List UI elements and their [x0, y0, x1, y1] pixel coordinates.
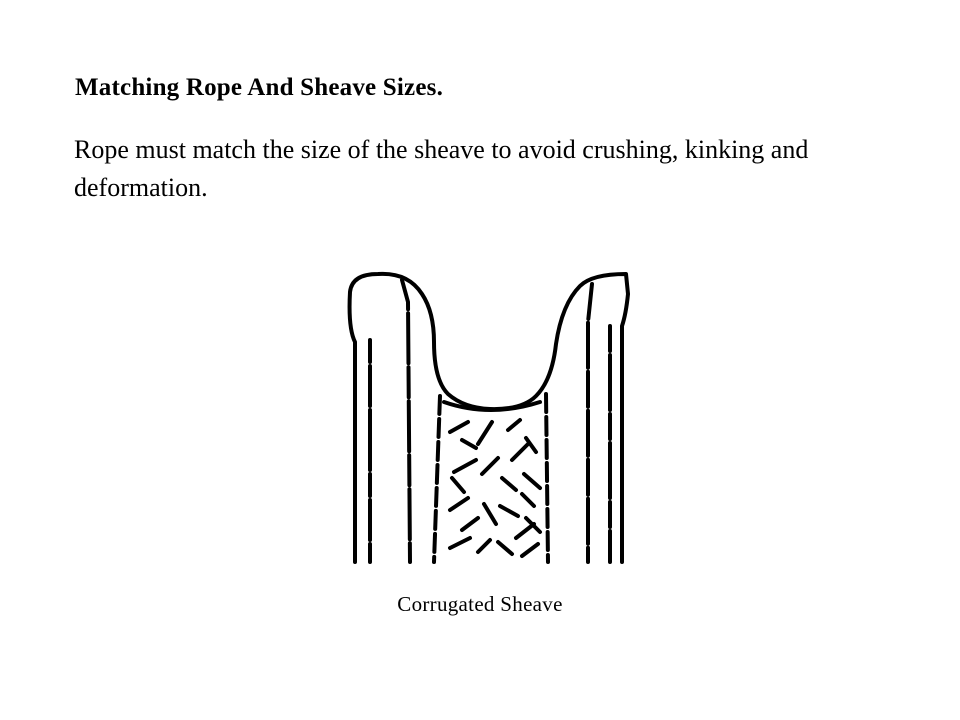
sheave-figure: [330, 262, 640, 572]
slide-body-text: Rope must match the size of the sheave to avoid crushing, kinking and deformation.: [74, 135, 809, 202]
slide-title: Matching Rope And Sheave Sizes.: [75, 74, 444, 101]
figure-caption: Corrugated Sheave: [397, 592, 563, 616]
corrugated-sheave-icon: [330, 262, 640, 572]
